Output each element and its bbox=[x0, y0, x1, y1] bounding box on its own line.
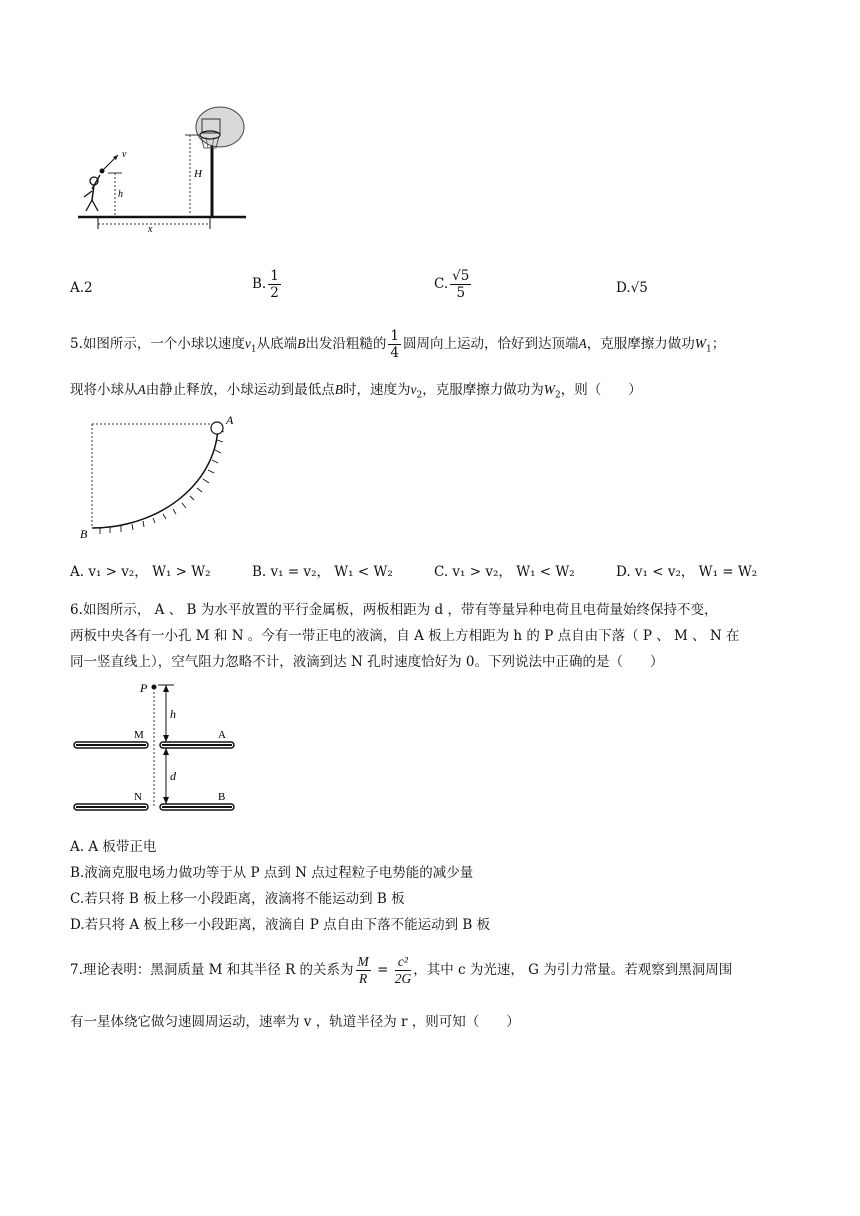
P-label: P bbox=[140, 681, 148, 695]
q4-option-c-prefix: C. bbox=[434, 276, 449, 292]
v-label: v bbox=[122, 149, 127, 160]
q5-W1: W bbox=[694, 336, 706, 351]
q4-option-d: D.√5 bbox=[616, 280, 648, 296]
B-label: B bbox=[80, 527, 88, 541]
q5-option-d: D. v₁ < v₂， W₁ = W₂ bbox=[616, 564, 758, 580]
x-label: x bbox=[148, 224, 153, 235]
q5-line-1: 5.如图所示，一个小球以速度$v_1$从底端B出发沿粗糙的 $\frac{1}{4}$ 圆周向上运动，恰好到达顶端A，克服摩擦力做功$W_1$； bbox=[70, 328, 726, 361]
M-label: M bbox=[134, 729, 144, 741]
q7-line-2: 有一星体绕它做匀速圆周运动，速率为 v ，轨道半径为 r ，则可知（ ） bbox=[70, 1014, 520, 1030]
A-label: A bbox=[226, 413, 234, 427]
q5-frac-num: 1 bbox=[390, 328, 399, 344]
q5-text: 现将小球从 bbox=[70, 382, 138, 398]
q5-text: 出发沿粗糙的 bbox=[305, 336, 387, 352]
q6-option-a: A. A 板带正电 bbox=[70, 839, 157, 855]
q5-option-a: A. v₁ > v₂， W₁ > W₂ bbox=[70, 564, 211, 580]
q5-text: ，克服摩擦力做功为 bbox=[422, 382, 544, 398]
q4-option-c-num: √5 bbox=[452, 268, 470, 284]
q5-text: 从底端 bbox=[256, 336, 298, 352]
q7-eq-right-den: 2G bbox=[394, 971, 412, 986]
q5-option-c: C. v₁ > v₂， W₁ < W₂ bbox=[434, 564, 575, 580]
basketball-figure bbox=[70, 105, 250, 235]
q5-text: 圆周向上运动，恰好到达顶端 bbox=[402, 336, 579, 352]
H-label: H bbox=[194, 168, 202, 180]
q5-option-b: B. v₁ = v₂， W₁ < W₂ bbox=[252, 564, 393, 580]
q5-line-2: 现将小球从A由静止释放，小球运动到最低点B时，速度为$v_2$，克服摩擦力做功为$W_2$，则（ ） bbox=[70, 382, 642, 401]
h-label: h bbox=[118, 189, 123, 200]
q7-text: ，其中 c 为光速， G 为引力常量。若观察到黑洞周围 bbox=[413, 962, 733, 978]
B-plate-label: B bbox=[218, 791, 226, 803]
q4-option-c-den: 5 bbox=[456, 285, 466, 301]
q7-eq-right-num: c² bbox=[395, 954, 412, 971]
q7-eq-left-den: R bbox=[359, 971, 368, 986]
q6-line-3: 同一竖直线上），空气阻力忽略不计，液滴到达 N 孔时速度恰好为 0。下列说法中正确的是（ ） bbox=[70, 654, 664, 670]
q5-text: ，克服摩擦力做功 bbox=[586, 336, 695, 352]
d-dim-label: d bbox=[170, 769, 176, 783]
A-plate-label: A bbox=[218, 729, 226, 741]
q5-text: 时，速度为 bbox=[343, 382, 411, 398]
q5-A: A bbox=[578, 336, 587, 351]
q5-text: 由静止释放，小球运动到最低点 bbox=[145, 382, 335, 398]
q5-v1: v bbox=[244, 336, 251, 351]
N-label: N bbox=[134, 791, 142, 803]
h-dim-label: h bbox=[170, 707, 176, 721]
quarter-circle-figure bbox=[70, 410, 260, 545]
q7-line-1: 7.理论表明：黑洞质量 M 和其半径 R 的关系为 $\frac{M}{R}$ = $\frac{\text{c²}}{2G}$ ，其中 c 为光速， G 为引力常量。若观察到黑洞周围 bbox=[70, 954, 733, 986]
q4-option-b-den: 2 bbox=[270, 285, 279, 301]
q7-text: 7.理论表明：黑洞质量 M 和其半径 R 的关系为 bbox=[70, 962, 354, 978]
q5-text: ，则（ ） bbox=[560, 382, 642, 398]
q6-line-2: 两板中央各有一小孔 M 和 N 。今有一带正电的液滴，自 A 板上方相距为 h 的 P 点自由下落（ P 、 M 、 N 在 bbox=[70, 628, 740, 644]
q4-option-c bbox=[434, 268, 473, 301]
q6-option-d: D.若只将 A 板上移一小段距离，液滴自 P 点自由下落不能运动到 B 板 bbox=[70, 917, 491, 933]
q4-option-b-prefix: B. bbox=[252, 276, 267, 292]
parallel-plates-figure bbox=[70, 678, 250, 818]
q4-option-b-num: 1 bbox=[270, 268, 279, 284]
q4-option-a: A.2 bbox=[70, 280, 93, 296]
q5-text: 5.如图所示，一个小球以速度 bbox=[70, 336, 245, 352]
q5-text: ； bbox=[711, 336, 726, 352]
q5-frac-den: 4 bbox=[390, 345, 399, 361]
q5-B: B bbox=[297, 336, 306, 351]
q7-eq-left-num: M bbox=[357, 954, 369, 969]
q4-option-b bbox=[252, 268, 283, 301]
q6-option-b: B.液滴克服电场力做功等于从 P 点到 N 点过程粒子电势能的减少量 bbox=[70, 865, 474, 881]
q6-line-1: 6.如图所示， A 、 B 为水平放置的平行金属板，两板相距为 d ，带有等量异种电荷且电荷量始终保持不变， bbox=[70, 602, 718, 618]
q6-option-c: C.若只将 B 板上移一小段距离，液滴将不能运动到 B 板 bbox=[70, 891, 405, 907]
